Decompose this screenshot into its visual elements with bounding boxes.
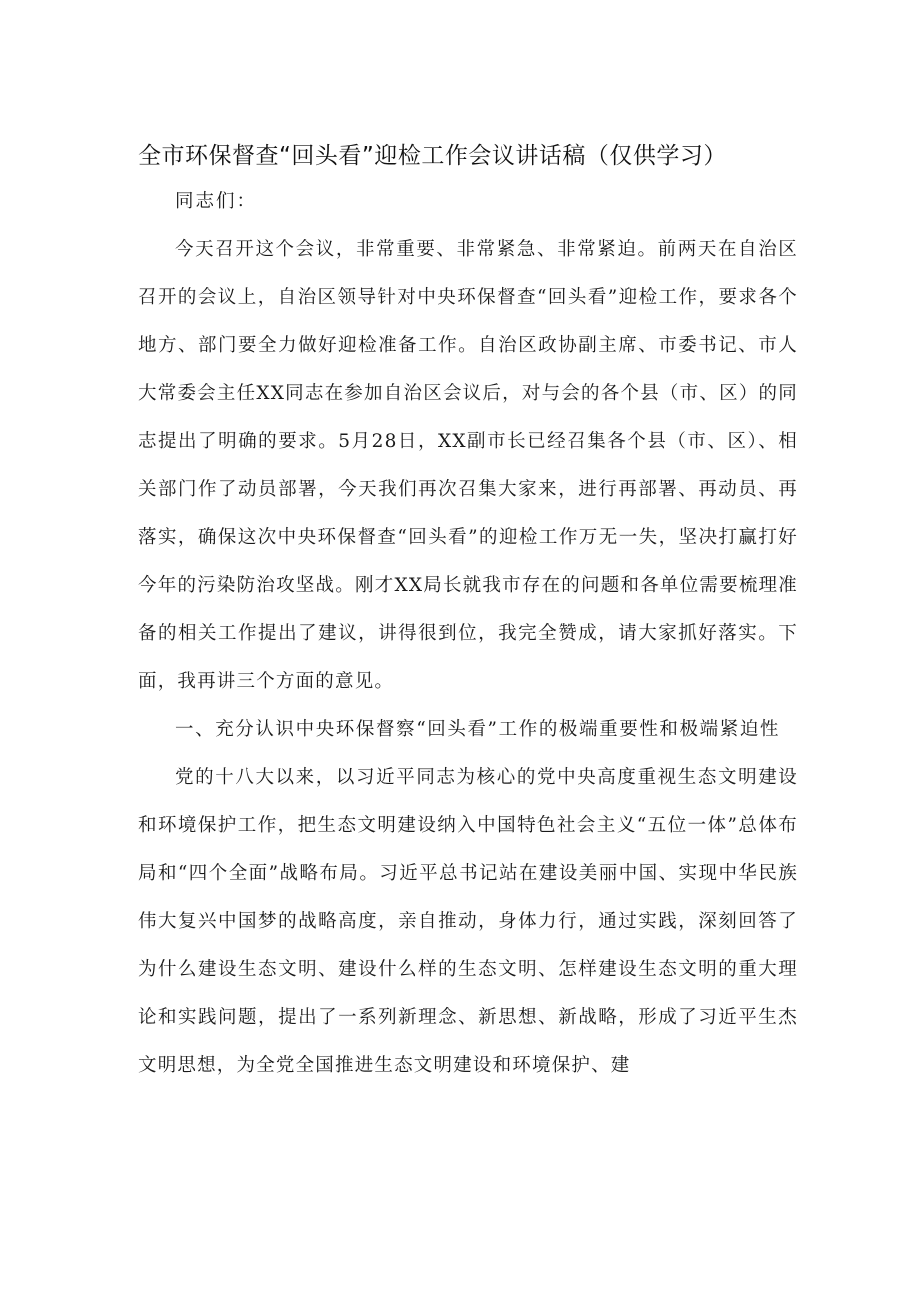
document-body — [138, 178, 798, 1090]
document-title: 全市环保督查“回头看”迎检工作会议讲话稿（仅供学习） — [138, 143, 727, 169]
section-heading-one: 一、充分认识中央环保督察“回头看”工作的极端重要性和极端紧迫性 — [175, 719, 781, 740]
salutation: 同志们： — [175, 191, 258, 212]
paragraph-section-one: 党的十八大以来，以习近平同志为核心的党中央高度重视生态文明建设和环境保护工作，把生态文明建设纳入中国特色社会主义“五位一体”总体布局和“四个全面”战略布局。习近平总书记站在建设美丽中国、实现中华民族伟大复兴中国梦的战略高度，亲自推动，身体力行，通过实践，深刻回答了为什么建设生态文明、建设什么样的生态文明、怎样建设生态文明的重大理论和实践问题，提出了一系列新理念、新思想、新战略，形成了习近平生杰文明思想，为全党全国推进生态文明建设和环境保护、建 — [138, 767, 798, 1076]
paragraph-intro: 今天召开这个会议，非常重要、非常紧急、非常紧迫。前两天在自治区召开的会议上，自治区领导针对中央环保督查“回头看”迎检工作，要求各个地方、部门要全力做好迎检准备工作。自治区政协副主席、市委书记、市人大常委会主任XX同志在参加自治区会议后，对与会的各个县（市、区）的同志提出了明确的要求。5月28日，XX副市长已经召集各个县（市、区）、相关部门作了动员部署，今天我们再次召集大家来，进行再部署、再动员、再落实，确保这次中央环保督查“回头看”的迎检工作万无一失，坚决打赢打好今年的污染防治攻坚战。刚才XX局长就我市存在的问题和各单位需要梳理准备的相关工作提出了建议，讲得很到位，我完全赞成，请大家抓好落实。下面，我再讲三个方面的意见。 — [138, 239, 798, 692]
